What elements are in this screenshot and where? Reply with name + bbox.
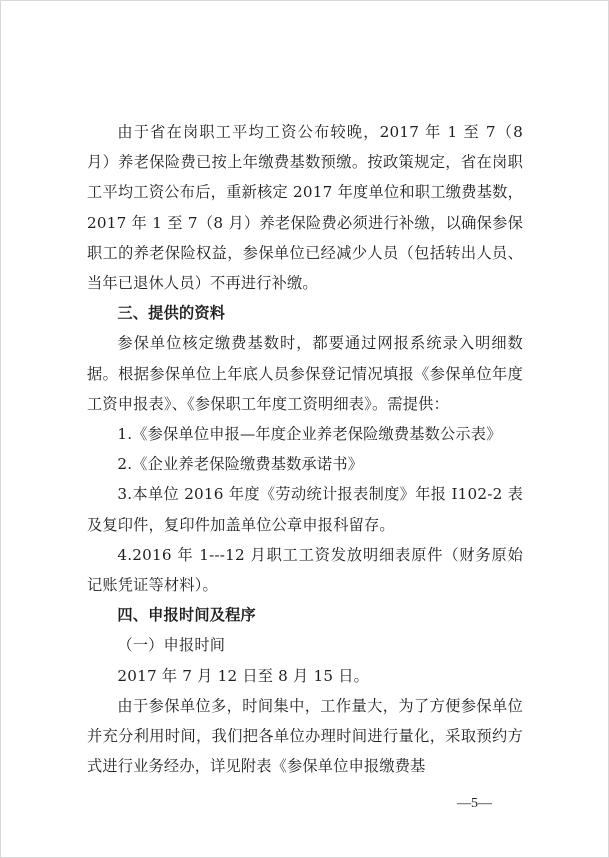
paragraph-appointment: 由于参保单位多，时间集中，工作量大，为了方便参保单位并充分利用时间，我们把各单位办理时间进行量化，采取预约方式进行业务经办，详见附表《参保单位申报缴费基 <box>87 696 523 776</box>
subheading-declaration-time: （一）申报时间 <box>117 636 226 655</box>
section-heading-schedule: 四、申报时间及程序 <box>117 606 256 625</box>
paragraph-materials-intro: 参保单位核定缴费基数时，都要通过网报系统录入明细数据。根据参保单位上年底人员参保登记情况填报《参保单位年度工资申报表》、《参保职工年度工资明细表》。需提供： <box>87 334 523 413</box>
paragraph-date-range: 2017 年 7 月 12 日至 8 月 15 日。 <box>117 666 369 685</box>
document-body <box>87 117 523 781</box>
list-item-2: 2.《企业养老保险缴费基数承诺书》 <box>117 455 364 474</box>
page-number: —5— <box>457 796 492 811</box>
list-item-1: 1.《参保单位申报—年度企业养老保险缴费基数公示表》 <box>117 425 502 444</box>
list-item-4: 4.2016 年 1---12 月职工工资发放明细表原件（财务原始记账凭证等材料）。 <box>87 545 523 595</box>
list-item-3: 3.本单位 2016 年度《劳动统计报表制度》年报 I102-2 表及复印件，复印件加盖单位公章申报科留存。 <box>87 485 523 534</box>
section-heading-materials: 三、提供的资料 <box>117 304 226 323</box>
paragraph-contribution-base: 由于省在岗职工平均工资公布较晚，2017 年 1 至 7（8 月）养老保险费已按上年缴费基数预缴。按政策规定，省在岗职工平均工资公布后，重新核定 2017 年度单位和职工缴费基数，2017 年 1 至 7（8 月）养老保险费必须进行补缴，以确保参保职工的养老保险权益，参保单位已经减少人员（包括转出人员、当年已退休人员）不再进行补缴。 <box>87 123 523 293</box>
